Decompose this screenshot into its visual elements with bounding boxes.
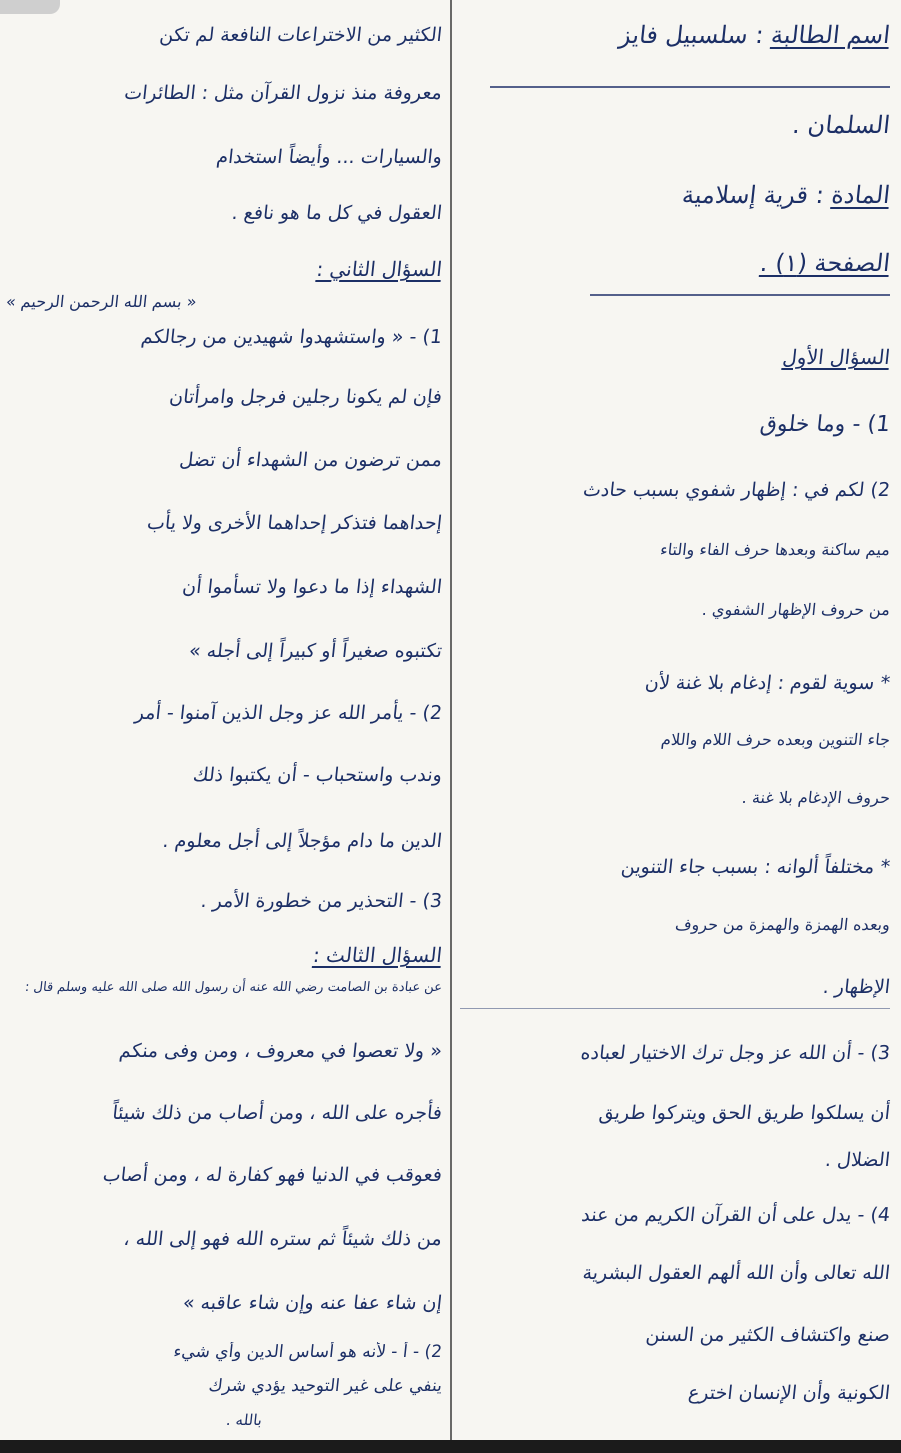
student-label: اسم الطالبة	[769, 21, 892, 49]
subject-value: : قرية إسلامية	[680, 181, 826, 209]
text-line: 2) - يأمر الله عز وجل الذين آمنوا - أمر	[133, 702, 444, 724]
q2-heading: السؤال الثاني :	[315, 257, 444, 281]
family-name: السلمان .	[791, 111, 892, 139]
text-line: والسيارات ... وأيضاً استخدام	[215, 146, 444, 168]
hadith-intro: عن عبادة بن الصامت رضي الله عنه أن رسول الله صلى الله عليه وسلم قال :	[24, 980, 443, 995]
answer-line: جاء التنوين وبعده حرف اللام واللام	[660, 730, 892, 749]
bottom-edge	[0, 1440, 901, 1453]
answer-line: صنع واكتشاف الكثير من السنن	[644, 1324, 892, 1346]
text-line: الدين ما دام مؤجلاً إلى أجل معلوم .	[161, 830, 444, 852]
answer-line: ميم ساكنة وبعدها حرف الفاء والتاء	[659, 540, 892, 559]
answer-line: أن يسلكوا طريق الحق ويتركوا طريق	[597, 1102, 892, 1124]
q1-heading: السؤال الأول	[781, 345, 892, 369]
column-divider	[450, 0, 452, 1440]
basmala: « بسم الله الرحمن الرحيم »	[5, 292, 198, 311]
text-line: فأجره على الله ، ومن أصاب من ذلك شيئاً	[111, 1102, 444, 1124]
text-line: 2) - أ - لأنه هو أساس الدين وأي شيء	[172, 1342, 444, 1362]
text-line: 3) - التحذير من خطورة الأمر .	[199, 890, 444, 912]
answer-line: حروف الإدغام بلا غنة .	[740, 788, 892, 807]
answer-line: * سوية لقوم : إدغام بلا غنة لأن	[643, 672, 892, 694]
text-line: إن شاء عفا عنه وإن شاء عاقبه »	[181, 1292, 444, 1314]
text-line: معروفة منذ نزول القرآن مثل : الطائرات	[123, 82, 444, 104]
text-line: بالله .	[225, 1411, 263, 1429]
answer-line: 3) - أن الله عز وجل ترك الاختيار لعباده	[579, 1042, 892, 1064]
answer-line: الإظهار .	[821, 976, 892, 998]
page-number: الصفحة (١) .	[758, 249, 892, 277]
section-rule	[460, 1008, 890, 1009]
text-line: الكثير من الاختراعات النافعة لم تكن	[158, 24, 444, 46]
text-line: ينفي على غير التوحيد يؤدي شرك	[207, 1376, 444, 1396]
q3-heading: السؤال الثالث :	[311, 943, 444, 967]
answer-line: وبعده الهمزة والهمزة من حروف	[674, 915, 892, 934]
text-line: ممن ترضون من الشهداء أن تضل	[178, 449, 444, 471]
text-line: 1) - « واستشهدوا شهيدين من رجالكم	[139, 326, 444, 348]
text-line: فعوقب في الدنيا فهو كفارة له ، ومن أصاب	[101, 1164, 444, 1186]
text-line: « ولا تعصوا في معروف ، ومن وفى منكم	[118, 1040, 444, 1062]
text-line: وندب واستحباب - أن يكتبوا ذلك	[191, 764, 444, 786]
answer-line: الله تعالى وأن الله ألهم العقول البشرية	[581, 1262, 892, 1284]
text-line: العقول في كل ما هو نافع .	[230, 202, 444, 224]
text-line: من ذلك شيئاً ثم ستره الله فهو إلى الله ،	[122, 1228, 444, 1250]
text-line: الشهداء إذا ما دعوا ولا تسأموا أن	[181, 576, 444, 598]
student-name: : سلسبيل فايز	[617, 21, 766, 49]
subject-line	[458, 180, 891, 210]
header-rule-2	[590, 294, 890, 296]
student-line	[458, 20, 891, 50]
answer-line: الكونية وأن الإنسان اخترع	[687, 1382, 892, 1404]
answer-line: من حروف الإظهار الشفوي .	[701, 600, 892, 619]
text-line: إحداهما فتذكر إحداهما الأخرى ولا يأب	[146, 512, 444, 534]
text-line: فإن لم يكونا رجلين فرجل وامرأتان	[168, 386, 444, 408]
header-rule-1	[490, 86, 890, 88]
answer-line: 2) لكم في : إظهار شفوي بسبب حادث	[581, 479, 892, 501]
answer-line: 1) - وما خلوق	[758, 412, 892, 437]
subject-label: المادة	[830, 181, 892, 209]
text-line: تكتبوه صغيراً أو كبيراً إلى أجله »	[188, 640, 444, 662]
answer-line: الضلال .	[824, 1149, 892, 1171]
corner-badge	[0, 0, 60, 14]
answer-line: * مختلفاً ألوانه : بسبب جاء التنوين	[620, 856, 892, 878]
answer-line: 4) - يدل على أن القرآن الكريم من عند	[580, 1204, 892, 1226]
